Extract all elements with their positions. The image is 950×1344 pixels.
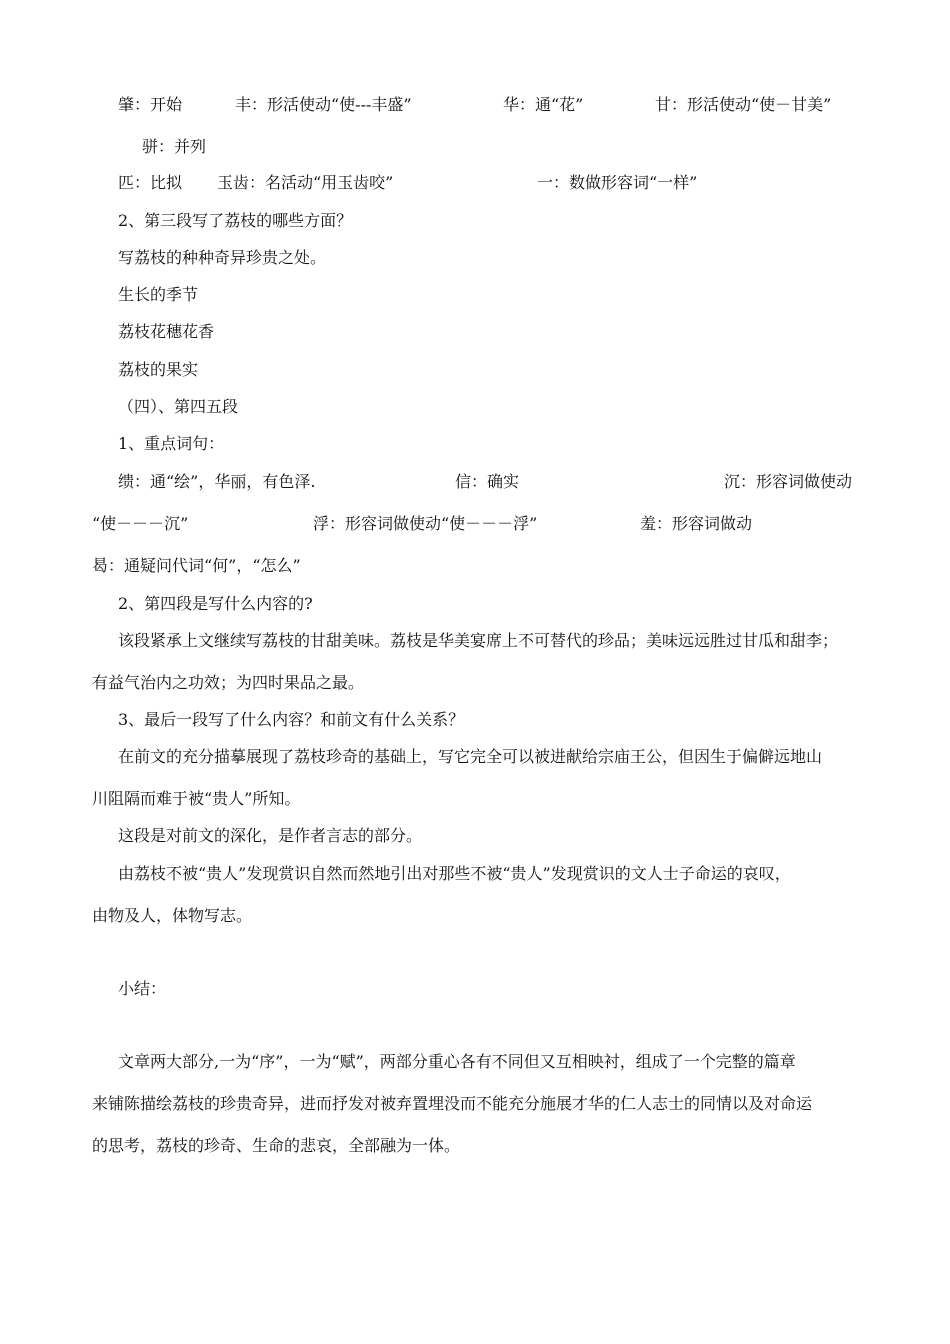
- question-section4: 2、第四段是写什么内容的?: [118, 594, 313, 613]
- vocab-yuchi: 玉齿：名活动“用玉齿咬”: [217, 173, 394, 192]
- vocab-zhao: 肇：开始: [118, 95, 183, 114]
- key-words-heading: 1、重点词句：: [118, 434, 225, 453]
- answer-section4-line1: 该段紧承上文继续写荔枝的甘甜美味。荔枝是华美宴席上不可替代的珍品；美味远远胜过甘瓜和甜李；: [118, 631, 839, 650]
- section-heading: （四）、第四五段: [118, 397, 239, 416]
- word-xiu: 羞：形容词做动: [640, 514, 753, 533]
- vocab-gan: 甘：形活使动“使－甘美”: [655, 95, 832, 114]
- vocab-pi: 匹：比拟: [118, 173, 183, 192]
- point-fruit: 荔枝的果实: [118, 360, 199, 379]
- last-para3-line1: 由荔枝不被“贵人”发现赏识自然而然地引出对那些不被“贵人”发现赏识的文人士子命运的哀叹，: [118, 864, 791, 883]
- answer-section3: 写荔枝的种种奇异珍贵之处。: [118, 248, 327, 267]
- word-chen-cont: “使－－－沉”: [92, 514, 189, 533]
- summary-heading: 小结：: [118, 979, 167, 998]
- summary-line2: 来铺陈描绘荔枝的珍贵奇异，进而抒发对被弃置埋没而不能充分施展才华的仁人志士的同情以及对命运: [92, 1094, 813, 1113]
- vocab-pian: 骈：并列: [142, 137, 207, 156]
- last-para3-line2: 由物及人，体物写志。: [92, 906, 253, 925]
- vocab-feng: 丰：形活使动“使---丰盛”: [235, 95, 412, 114]
- question-section3: 2、第三段写了荔枝的哪些方面？: [118, 211, 353, 230]
- summary-line3: 的思考，荔枝的珍奇、生命的悲哀，全部融为一体。: [92, 1136, 461, 1155]
- question-last: 3、最后一段写了什么内容？和前文有什么关系？: [118, 710, 465, 729]
- last-para2: 这段是对前文的深化，是作者言志的部分。: [118, 826, 423, 845]
- vocab-yi: 一：数做形容词“一样”: [537, 173, 698, 192]
- point-season: 生长的季节: [118, 285, 199, 304]
- last-para1-line1: 在前文的充分描摹展现了荔枝珍奇的基础上，写它完全可以被进献给宗庙王公，但因生于偏僻远地山: [118, 747, 823, 766]
- last-para1-line2: 川阻隔而难于被“贵人”所知。: [92, 789, 301, 808]
- word-xin: 信：确实: [455, 472, 520, 491]
- word-chen: 沉：形容词做使动: [724, 472, 853, 491]
- word-he: 曷：通疑问代词“何”，“怎么”: [92, 556, 301, 575]
- summary-line1: 文章两大部分,一为“序”，一为“赋”，两部分重心各有不同但又互相映衬，组成了一个完整的篇章: [118, 1052, 796, 1071]
- word-fu: 浮：形容词做使动“使－－－浮”: [313, 514, 538, 533]
- vocab-hua: 华：通“花”: [503, 95, 584, 114]
- answer-section4-line2: 有益气治内之功效；为四时果品之最。: [92, 673, 365, 692]
- word-hui: 缋：通“绘”，华丽，有色泽.: [118, 472, 316, 491]
- point-flower: 荔枝花穗花香: [118, 322, 215, 341]
